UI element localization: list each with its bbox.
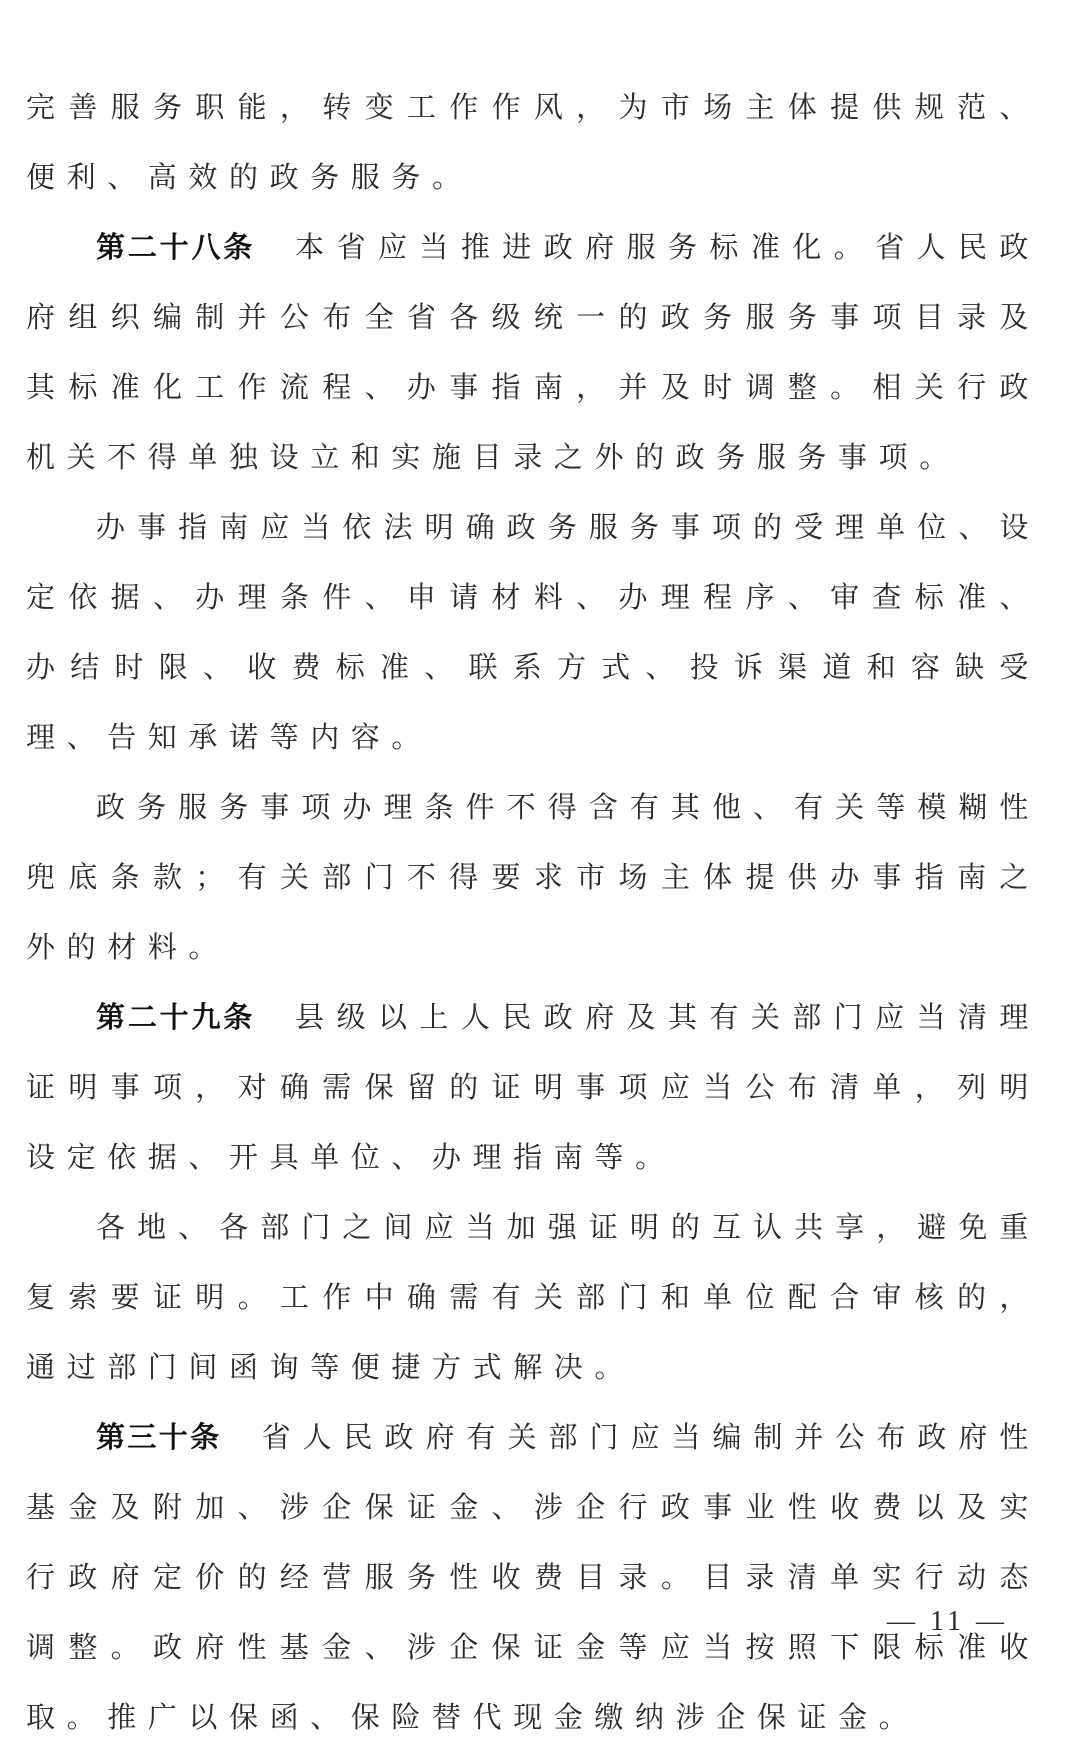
- article-28-heading: 第二十八条: [96, 230, 256, 264]
- article-29-text: 县级以上人民政府及其有关部门应当清理证明事项，对确需保留的证明事项应当公布清单，列明设定依据、开具单位、办理指南等。: [26, 1000, 1040, 1174]
- paragraph-3-text: 办事指南应当依法明确政务服务事项的受理单位、设定依据、办理条件、申请材料、办理程序、审查标准、办结时限、收费标准、联系方式、投诉渠道和容缺受理、告知承诺等内容。: [26, 510, 1040, 754]
- paragraph-6: [26, 1192, 1040, 1402]
- article-28-text: 本省应当推进政府服务标准化。省人民政府组织编制并公布全省各级统一的政务服务事项目录及其标准化工作流程、办事指南，并及时调整。相关行政机关不得单独设立和实施目录之外的政务服务事项。: [26, 230, 1040, 474]
- paragraph-1-text: 完善服务职能，转变工作作风，为市场主体提供规范、便利、高效的政务服务。: [26, 90, 1040, 194]
- paragraph-6-text: 各地、各部门之间应当加强证明的互认共享，避免重复索要证明。工作中确需有关部门和单位配合审核的，通过部门间函询等便捷方式解决。: [26, 1210, 1040, 1384]
- article-30-text: 省人民政府有关部门应当编制并公布政府性基金及附加、涉企保证金、涉企行政事业性收费以及实行政府定价的经营服务性收费目录。目录清单实行动态调整。政府性基金、涉企保证金等应当按照下限标准收取。推广以保函、保险替代现金缴纳涉企保证金。: [26, 1420, 1040, 1734]
- article-28: [26, 212, 1040, 492]
- paragraph-3: [26, 492, 1040, 772]
- paragraph-1: [26, 72, 1040, 212]
- paragraph-4: [26, 772, 1040, 982]
- article-29-heading: 第二十九条: [96, 1000, 256, 1034]
- page-number: — 11 —: [887, 1606, 1008, 1637]
- article-29: [26, 982, 1040, 1192]
- paragraph-4-text: 政务服务事项办理条件不得含有其他、有关等模糊性兜底条款；有关部门不得要求市场主体提供办事指南之外的材料。: [26, 790, 1040, 964]
- article-30: [26, 1402, 1040, 1752]
- article-30-heading: 第三十条: [96, 1420, 222, 1454]
